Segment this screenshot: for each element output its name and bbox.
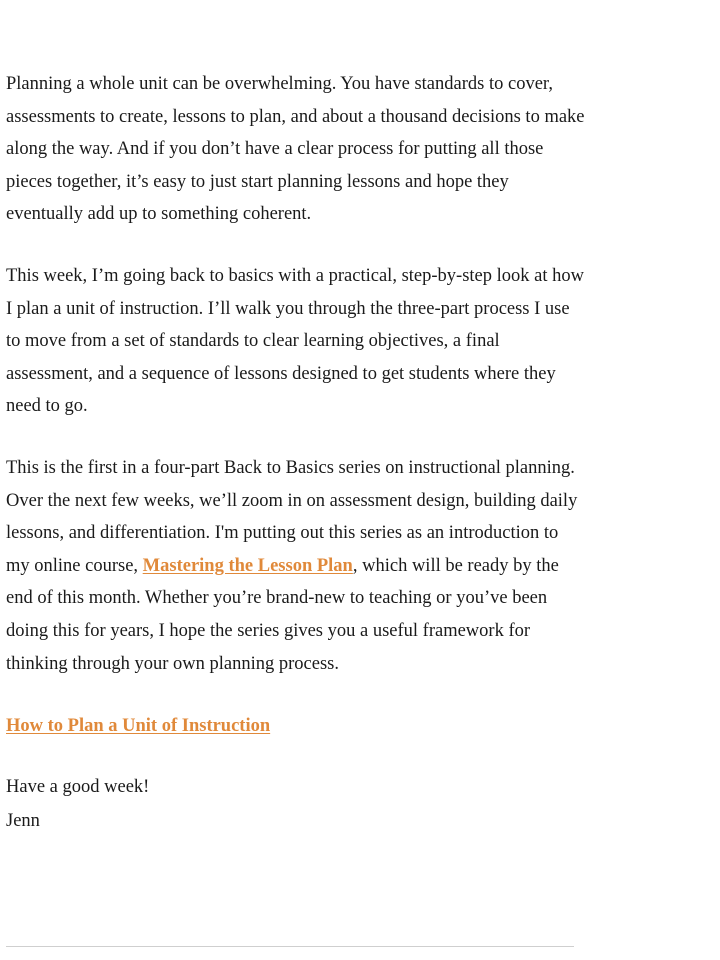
article-link[interactable]: How to Plan a Unit of Instruction [6, 716, 271, 737]
article-link-row [6, 710, 586, 742]
week-overview-paragraph: This week, I’m going back to basics with a practical, step-by-step look at how I plan a unit of instruction. I’ll walk you through the three-part process I use to move from a set of standards to clear learning objectives, a final assessment, and a sequence of lessons designed to get students where they need to go. [6, 265, 584, 417]
signoff [6, 770, 586, 838]
intro-paragraph: Planning a whole unit can be overwhelming. You have standards to cover, assessments to create, lessons to plan, and about a thousand decisions to make along the way. And if you don’t have a clear process for putting all those pieces together, it’s easy to just start planning lessons and hope they eventually add up to something coherent. [6, 74, 585, 225]
email-body [6, 68, 586, 838]
signoff-name: Jenn [6, 811, 40, 832]
series-text-before: This is the first in a four-part Back to Basics series on instructional planning. Over the next few weeks, we’ll zoom in on assessment design, building daily lessons, and differentiation. I'm putting out this series as an introduction to my online course, [6, 457, 578, 576]
series-text-after: , which will be ready by the end of this month. Whether you’re brand-new to teaching or you’ve been doing this for years, I hope the series gives you a useful framework for thinking through your own planning process. [6, 555, 559, 674]
signoff-greeting: Have a good week! [6, 777, 150, 798]
course-link[interactable]: Mastering the Lesson Plan [142, 555, 353, 576]
footer-divider [6, 946, 574, 947]
series-paragraph [6, 452, 586, 680]
